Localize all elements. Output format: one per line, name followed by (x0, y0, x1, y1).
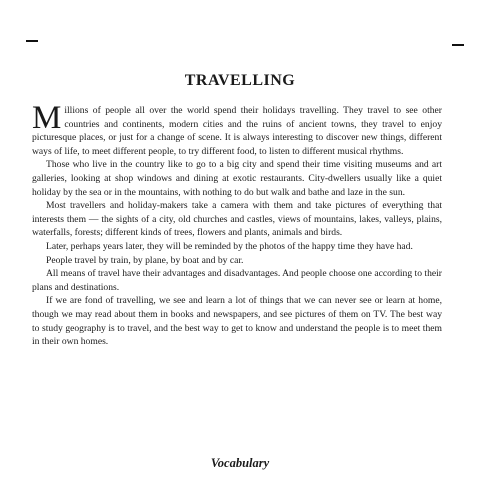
drop-cap: M (32, 100, 62, 136)
paragraph: People travel by train, by plane, by boat and by car. (46, 254, 244, 266)
page-title: TRAVELLING (184, 72, 296, 89)
article-body (32, 100, 442, 349)
scan-mark (26, 40, 38, 42)
section-heading: Vocabulary (210, 456, 270, 470)
paragraph: Those who live in the country like to go to a big city and spend their time visiting museums and art galleries, looking at shop windows and dining at exotic restaurants. City-dwellers usually like a quiet holiday by the sea or in the mountains, with nothing to do but walk and bathe and laze in the sun. (32, 159, 442, 198)
paragraph: Most travellers and holiday-makers take a camera with them and take pictures of everything that interests them — the sights of a city, old churches and castles, views of mountains, lakes, valleys, plains, waterfalls, forests; different kinds of trees, flowers and plants, animals and birds. (32, 200, 442, 239)
paragraph: Later, perhaps years later, they will be reminded by the photos of the happy time they have had. (46, 240, 413, 252)
paragraph-text: illions of people all over the world spend their holidays travelling. They travel to see other countries and continents, modern cities and the ruins of ancient towns, they travel to enjoy picturesque places, or just for a change of scene. It is always interesting to discover new things, different ways of life, to meet different people, to try different food, to listen to different musical rhythms. (32, 105, 442, 157)
paragraph: All means of travel have their advantages and disadvantages. And people choose one according to their plans and destinations. (32, 268, 442, 293)
scan-mark (452, 44, 464, 46)
paragraph (32, 100, 442, 158)
paragraph: If we are fond of travelling, we see and learn a lot of things that we can never see or learn at home, though we may read about them in books and newspapers, and see pictures of them on TV. The best way to study geography is to travel, and the best way to get to know and understand the people is to meet them in their own homes. (32, 295, 442, 348)
